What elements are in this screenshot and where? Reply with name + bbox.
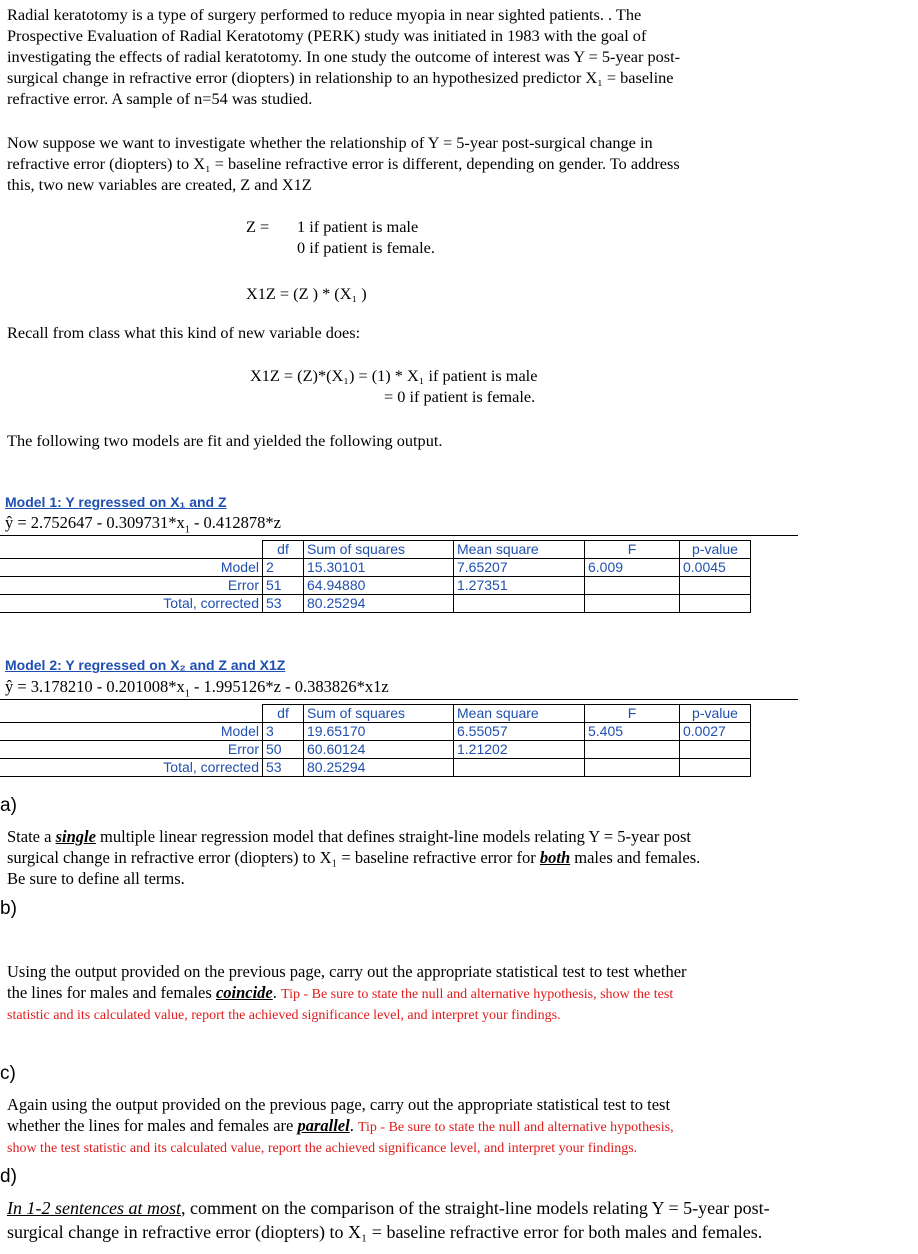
table-cell	[680, 577, 751, 595]
setup-line: this, two new variables are created, Z and X1Z	[7, 175, 312, 194]
part-c-tip: show the test statistic and its calculated value, report the achieved significance level, and interpret your findings.	[7, 1141, 638, 1156]
intro-paragraph	[7, 4, 912, 109]
z-lhs: Z =	[246, 217, 270, 236]
table-cell	[585, 595, 680, 613]
table-row	[0, 577, 751, 595]
table-cell: 53	[263, 595, 304, 613]
emphasis-sentences: In 1-2 sentences at most	[7, 1198, 181, 1218]
part-b-tip: Tip - Be sure to state the null and alternative hypothesis, show the test	[281, 987, 674, 1002]
table-cell: 1.21202	[454, 741, 585, 759]
part-b-tip: statistic and its calculated value, report the achieved significance level, and interpret your findings.	[7, 1008, 561, 1023]
table-cell: 50	[263, 741, 304, 759]
table-cell: 53	[263, 759, 304, 777]
intro-line: Radial keratotomy is a type of surgery performed to reduce myopia in near sighted patients. . The	[7, 5, 642, 24]
table-cell	[680, 741, 751, 759]
table-cell: Total, corrected	[0, 595, 263, 613]
table-cell: F	[585, 705, 680, 723]
model2-anova-table	[0, 704, 751, 777]
table-cell: Error	[0, 741, 263, 759]
table-cell	[680, 595, 751, 613]
table-cell: Sum of squares	[304, 541, 454, 559]
table-cell	[0, 541, 263, 559]
table-cell	[454, 595, 585, 613]
table-cell: 15.30101	[304, 559, 454, 577]
table-cell: 6.55057	[454, 723, 585, 741]
table-cell: df	[263, 541, 304, 559]
intro-line: investigating the effects of radial keratotomy. In one study the outcome of interest was Y = 5-year post-	[7, 47, 681, 66]
table-cell: Model	[0, 723, 263, 741]
part-d-text: In 1-2 sentences at most, comment on the comparison of the straight-line models relating Y = 5-year post- surgical change in refractive error (diopters) to X₁ = baseline refractive error for both males and females.	[7, 1198, 770, 1242]
table-cell: 51	[263, 577, 304, 595]
table-row	[0, 559, 751, 577]
z-male: 1 if patient is male	[297, 217, 419, 236]
setup-line: Now suppose we want to investigate whether the relationship of Y = 5-year post-surgical change in	[7, 133, 653, 152]
model2-title: Model 2: Y regressed on X₂ and Z and X1Z	[5, 657, 286, 673]
model1-title: Model 1: Y regressed on X₁ and Z	[5, 494, 227, 510]
model1-rule	[0, 535, 798, 536]
model1-equation: ŷ = $2.752647 - 0.309731*x_1 - 0.412878*z$	[5, 513, 282, 536]
part-a-label: a)	[0, 795, 17, 816]
part-c-label: c)	[0, 1063, 16, 1084]
emphasis-parallel: parallel	[297, 1116, 350, 1135]
table-header-row	[0, 541, 751, 559]
table-row	[0, 759, 751, 777]
table-cell: p-value	[680, 705, 751, 723]
part-a-text: State a single multiple linear regression model that defines straight-line models relating Y = 5-year post surgical change in refractive error (diopters) to X₁ = baseline refractive error for both males and females. Be sure to define all terms.	[7, 827, 701, 888]
table-cell: 3	[263, 723, 304, 741]
intro-line: refractive error. A sample of n=54 was studied.	[7, 89, 313, 108]
part-c-text: Again using the output provided on the previous page, carry out the appropriate statistical test to test whether the lines for males and females are parallel. Tip - Be sure to state the null and alternative hypothesis, show the test statistic and its calculated value, report the achieved significance level, and interpret your findings.	[7, 1094, 912, 1159]
table-cell: Total, corrected	[0, 759, 263, 777]
part-c-tip: Tip - Be sure to state the null and alternative hypothesis,	[357, 1120, 674, 1135]
z-female: 0 if patient is female.	[297, 238, 435, 257]
model1-anova-table	[0, 540, 751, 613]
table-cell	[585, 741, 680, 759]
table-cell: p-value	[680, 541, 751, 559]
table-cell: 60.60124	[304, 741, 454, 759]
part-b-label: b)	[0, 898, 17, 919]
x1z-definition: X1Z = (Z ) * (X₁ )	[246, 284, 367, 303]
recall-text: Recall from class what this kind of new variable does:	[7, 323, 361, 342]
models-intro: The following two models are fit and yielded the following output.	[7, 431, 443, 450]
setup-paragraph	[7, 132, 912, 195]
intro-line: Prospective Evaluation of Radial Keratotomy (PERK) study was initiated in 1983 with the goal of	[7, 26, 647, 45]
table-cell: 6.009	[585, 559, 680, 577]
part-d-label: d)	[0, 1166, 17, 1187]
table-cell: Model	[0, 559, 263, 577]
x1z-recall-line1: X1Z = (Z)*(X₁) = (1) * X₁ if patient is male	[250, 366, 538, 385]
emphasis-single: single	[55, 827, 96, 846]
intro-line: surgical change in refractive error (diopters) in relationship to an hypothesized predictor X₁ = baseline	[7, 68, 674, 87]
table-cell: 80.25294	[304, 595, 454, 613]
table-row	[0, 595, 751, 613]
table-cell	[680, 759, 751, 777]
table-header-row	[0, 705, 751, 723]
part-b-text: Using the output provided on the previous page, carry out the appropriate statistical test to test whether the lines for males and females coincide. Tip - Be sure to state the null and alternative hypothesis, show the test statistic and its calculated value, report the achieved significance level, and interpret your findings.	[7, 961, 912, 1026]
emphasis-coincide: coincide	[215, 983, 273, 1002]
table-cell: 19.65170	[304, 723, 454, 741]
table-cell: Mean square	[454, 705, 585, 723]
table-cell	[454, 759, 585, 777]
table-cell: df	[263, 705, 304, 723]
table-row	[0, 723, 751, 741]
table-cell: Mean square	[454, 541, 585, 559]
model2-rule	[0, 699, 798, 700]
setup-line: refractive error (diopters) to X₁ = baseline refractive error is different, depending on gender. To address	[7, 154, 680, 173]
table-cell: 5.405	[585, 723, 680, 741]
table-cell	[585, 577, 680, 595]
table-cell: 0.0045	[680, 559, 751, 577]
x1z-recall-line2: = 0 if patient is female.	[384, 387, 536, 406]
table-cell: 64.94880	[304, 577, 454, 595]
table-cell: Sum of squares	[304, 705, 454, 723]
model2-equation: ŷ = $3.178210 - 0.201008*x_1 - 1.995126*z - 0.383826*x1z$	[5, 677, 389, 700]
table-cell: 0.0027	[680, 723, 751, 741]
table-cell: 7.65207	[454, 559, 585, 577]
table-cell: Error	[0, 577, 263, 595]
table-cell: 2	[263, 559, 304, 577]
table-cell: 1.27351	[454, 577, 585, 595]
table-cell	[0, 705, 263, 723]
emphasis-both: both	[539, 848, 571, 867]
table-cell: 80.25294	[304, 759, 454, 777]
table-cell: F	[585, 541, 680, 559]
table-cell	[585, 759, 680, 777]
table-row	[0, 741, 751, 759]
